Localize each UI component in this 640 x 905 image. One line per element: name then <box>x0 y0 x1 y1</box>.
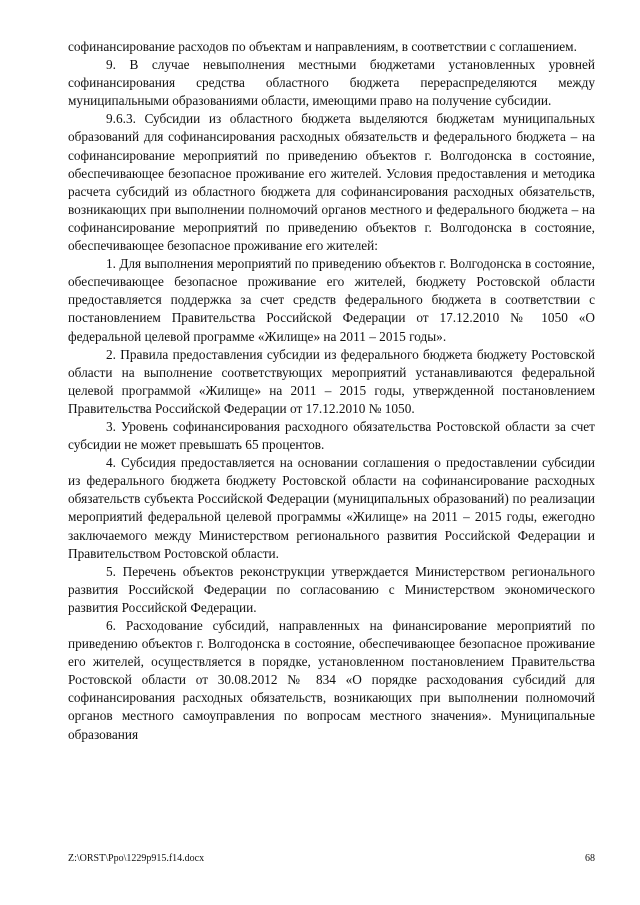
paragraph-2: 9. В случае невыполнения местными бюджетами установленных уровней софинансирования средства областного бюджета перераспределяются между муниципальными образованиями области, имеющими право на получение субсидии. <box>68 57 595 109</box>
paragraph-1: софинансирование расходов по объектам и направлениям, в соответствии с соглашением. <box>68 39 577 54</box>
paragraph-3: 9.6.3. Субсидии из областного бюджета выделяются бюджетам муниципальных образований для софинансирования расходных обязательств и федерального бюджета – на софинансирование мероприятий по приведению объектов г. Волгодонска в состояние, обеспечивающее безопасное проживание его жителей. Условия предоставления и методика расчета субсидий из областного бюджета для софинансирования расходных обязательств, возникающих при выполнении полномочий органов местного и федерального бюджета – на софинансирование мероприятий по приведению объектов г. Волгодонска в состояние, обеспечивающее безопасное проживание его жителей: <box>68 111 595 254</box>
page-number: 68 <box>585 853 595 864</box>
paragraph-5: 2. Правила предоставления субсидии из федерального бюджета бюджету Ростовской области на выполнение соответствующих мероприятий устанавливаются федеральной целевой программой «Жилище» на 2011 – 2015 годы, утвержденной постановлением Правительства Российской Федерации от 17.12.2010 № 1050. <box>68 346 595 416</box>
document-body <box>68 38 595 744</box>
file-path: Z:\ORST\Ppo\1229p915.f14.docx <box>68 853 205 864</box>
paragraph-6: 3. Уровень софинансирования расходного обязательства Ростовской области за счет субсидии не может превышать 65 процентов. <box>68 418 595 453</box>
paragraph-9: 6. Расходование субсидий, направленных на финансирование мероприятий по приведению объектов г. Волгодонска в состояние, обеспечивающее безопасное проживание его жителей, осуществляется в порядке, установленном постановлением Правительства Ростовской области от 30.08.2012 № 834 «О порядке расходования субсидий для софинансирования расходных обязательств, возникающих при выполнении полномочий органов местного самоуправления по вопросам местного значения». Муниципальные образования <box>68 618 595 742</box>
paragraph-7: 4. Субсидия предоставляется на основании соглашения о предоставлении субсидии из федерального бюджета бюджету Ростовской области на софинансирование расходных обязательств субъекта Российской Федерации (муниципальных образований) по реализации мероприятий федеральной целевой программы «Жилище» на 2011 – 2015 годы, ежегодно заключаемого между Министерством регионального развития Российской Федерации и Правительством Ростовской области. <box>68 455 595 561</box>
page-footer <box>68 853 595 865</box>
paragraph-4: 1. Для выполнения мероприятий по приведению объектов г. Волгодонска в состояние, обеспечивающее безопасное проживание его жителей, бюджету Ростовской области предоставляется поддержка за счет средств федерального бюджета в соответствии с постановлением Правительства Российской Федерации от 17.12.2010 № 1050 «О федеральной целевой программе «Жилище» на 2011 – 2015 годы». <box>68 256 595 344</box>
paragraph-8: 5. Перечень объектов реконструкции утверждается Министерством регионального развития Российской Федерации по согласованию с Министерством экономического развития Российской Федерации. <box>68 563 595 615</box>
